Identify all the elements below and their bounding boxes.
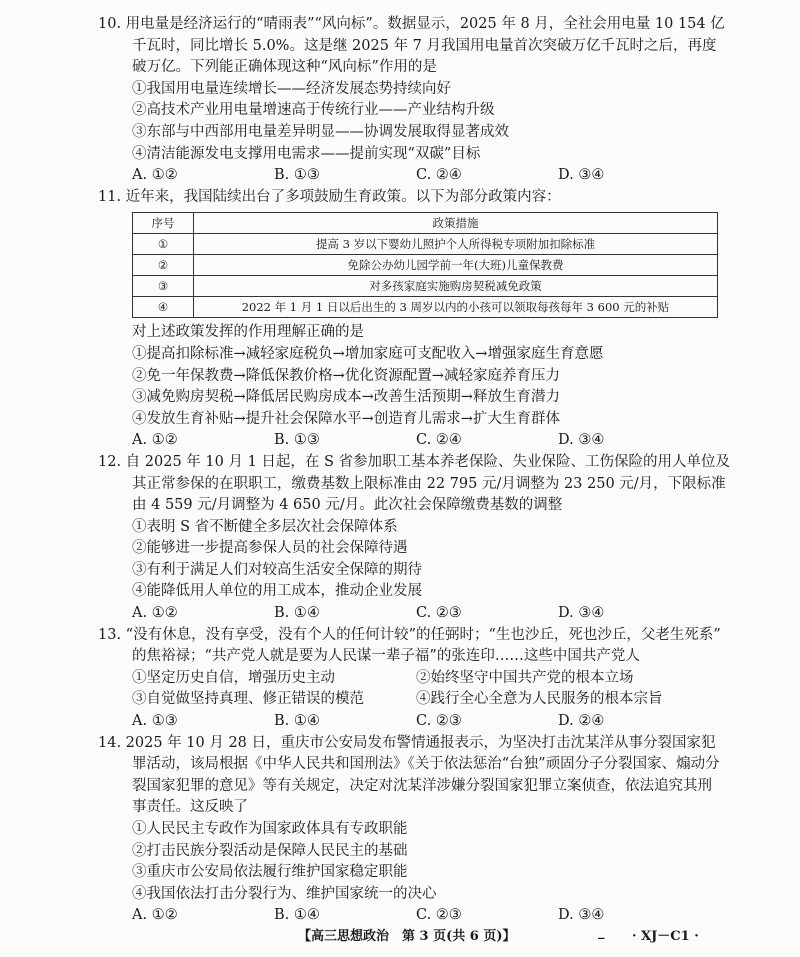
question-11-options (98, 430, 728, 452)
question-12-stem-line: 12. 自 2025 年 10 月 1 日起，在 S 省参加职工基本养老保险、失业保险、工伤保险的用人单位及 (98, 453, 731, 470)
option-a: A. ①③ (132, 713, 178, 730)
table-header-measures: 政策措施 (194, 213, 718, 234)
question-13-items-row (98, 689, 728, 711)
table-cell-number: ③ (133, 276, 194, 297)
option-a: A. ①② (132, 605, 178, 622)
question-11-prompt: 对上述政策发挥的作用理解正确的是 (132, 324, 364, 341)
footer-code: · XJ－C1 · (632, 929, 699, 944)
table-cell-number: ④ (133, 297, 194, 318)
question-14-item: ①人民民主专政作为国家政体具有专政职能 (132, 821, 408, 837)
option-c: C. ②③ (416, 713, 462, 730)
question-13-item: ①坚定历史自信，增强历史主动 (132, 669, 335, 686)
question-13-stem-line: 13. “没有休息，没有享受，没有个人的任何计较”的任弼时；“生也沙丘，死也沙丘，父老生死系” (98, 626, 721, 643)
option-b: B. ①③ (274, 432, 320, 449)
policy-table (132, 212, 718, 318)
question-14 (98, 733, 728, 927)
question-11-item: ③减免购房契税→降低居民购房成本→改善生活预期→释放生育潜力 (132, 389, 560, 406)
question-13-item: ④践行全心全意为人民服务的根本宗旨 (416, 691, 663, 708)
question-14-item: ③重庆市公安局依法履行维护国家稳定职能 (132, 864, 408, 881)
question-14-stem-line: 14. 2025 年 10 月 28 日，重庆市公安局发布警情通报表示，为坚决打击沈某洋从事分裂国家犯 (98, 734, 716, 751)
option-c: C. ②③ (416, 605, 462, 622)
option-c: C. ②④ (416, 167, 462, 184)
question-10-stem-line: 破万亿。下列能正确体现这种“风向标”作用的是 (132, 59, 437, 76)
table-row (133, 234, 718, 255)
option-d: D. ②④ (558, 713, 605, 730)
question-12-stem-line: 由 4 559 元/月调整为 4 650 元/月。此次社会保障缴费基数的调整 (132, 497, 563, 514)
question-10 (98, 14, 728, 187)
question-10-item: ④清洁能源发电支撑用电需求——提前实现“双碳”目标 (132, 145, 481, 162)
question-11-item: ①提高扣除标准→减轻家庭税负→增加家庭可支配收入→增强家庭生育意愿 (132, 345, 604, 362)
table-cell-measure: 2022 年 1 月 1 日以后出生的 3 周岁以内的小孩可以领取每孩每年 3 600 元的补贴 (194, 297, 718, 318)
question-11-stem: 11. 近年来，我国陆续出台了多项鼓励生育政策。以下为部分政策内容： (98, 188, 561, 205)
option-b: B. ①④ (274, 605, 320, 622)
question-13-item: ③自觉做坚持真理、修正错误的模范 (132, 691, 364, 708)
question-12-item: ③有利于满足人们对较高生活安全保障的期待 (132, 561, 422, 578)
question-13-stem-line: 的焦裕禄；“共产党人就是要为人民谋一辈子福”的张连印……这些中国共产党人 (132, 648, 640, 665)
option-a: A. ①② (132, 167, 178, 184)
table-row (133, 297, 718, 318)
question-10-stem-line: 10. 用电量是经济运行的“晴雨表”“风向标”。数据显示，2025 年 8 月，全社会用电量 10 154 亿 (98, 16, 725, 32)
policy-table-header (133, 213, 718, 234)
table-cell-measure: 对多孩家庭实施购房契税减免政策 (194, 276, 718, 297)
table-cell-number: ① (133, 234, 194, 255)
question-12-item: ④能降低用人单位的用工成本，推动企业发展 (132, 583, 422, 600)
option-d: D. ③④ (558, 167, 605, 184)
question-10-item: ①我国用电量连续增长——经济发展态势持续向好 (132, 80, 451, 97)
question-14-options (98, 905, 728, 927)
question-11-item: ②免一年保教费→降低保教价格→优化资源配置→减轻家庭养育压力 (132, 367, 560, 384)
option-a: A. ①② (132, 907, 178, 924)
option-c: C. ②③ (416, 907, 462, 924)
question-10-item: ③东部与中西部用电量差异明显——协调发展取得显著成效 (132, 123, 509, 140)
question-10-item: ②高技术产业用电量增速高于传统行业——产业结构升级 (132, 102, 495, 119)
question-14-stem-line: 事责任。这反映了 (132, 799, 248, 816)
table-cell-measure: 提高 3 岁以下婴幼儿照护个人所得税专项附加扣除标准 (194, 234, 718, 255)
question-14-item: ④我国依法打击分裂行为、维护国家统一的决心 (132, 885, 437, 902)
question-13-items-row (98, 668, 728, 690)
table-cell-measure: 免除公办幼儿园学前一年(大班)儿童保教费 (194, 255, 718, 276)
option-d: D. ③④ (558, 907, 605, 924)
table-header-number: 序号 (133, 213, 194, 234)
question-13-item: ②始终坚守中国共产党的根本立场 (416, 669, 634, 686)
footer-page-info: 【高三思想政治 第 3 页(共 6 页)】 (298, 929, 516, 944)
table-row (133, 276, 718, 297)
question-12-item: ①表明 S 省不断健全多层次社会保障体系 (132, 518, 398, 535)
option-d: D. ③④ (558, 432, 605, 449)
question-11-item: ④发放生育补贴→提升社会保障水平→创造育儿需求→扩大生育群体 (132, 410, 560, 427)
question-12-item: ②能够进一步提高参保人员的社会保障待遇 (132, 540, 408, 557)
table-row (133, 255, 718, 276)
option-b: B. ①③ (274, 167, 320, 184)
question-10-options (98, 165, 728, 187)
option-d: D. ③④ (558, 605, 605, 622)
question-13-options (98, 711, 728, 733)
question-10-stem-line: 千瓦时，同比增长 5.0%。这是继 2025 年 7 月我国用电量首次突破万亿千瓦时之后，再度 (132, 37, 717, 54)
option-a: A. ①② (132, 432, 178, 449)
option-b: B. ①④ (274, 713, 320, 730)
question-14-stem-line: 罪活动，该局根据《中华人民共和国刑法》《关于依法惩治“台独”顽固分子分裂国家、煽动分 (132, 756, 720, 773)
option-c: C. ②④ (416, 432, 462, 449)
question-14-stem-line: 裂国家犯罪的意见》等有关规定，决定对沈某洋涉嫌分裂国家犯罪立案侦查，依法追究其刑 (132, 777, 712, 794)
exam-content (98, 14, 731, 927)
question-13 (98, 625, 728, 733)
question-12-options (98, 603, 728, 625)
option-b: B. ①④ (274, 907, 320, 924)
question-11 (98, 187, 728, 452)
question-12 (98, 452, 731, 625)
question-14-item: ②打击民族分裂活动是保障人民民主的基础 (132, 842, 408, 859)
footer-dash: _ (598, 925, 605, 940)
table-cell-number: ② (133, 255, 194, 276)
question-12-stem-line: 其正常参保的在职职工，缴费基数上限标准由 22 795 元/月调整为 23 250 元/月，下限标准 (132, 475, 726, 492)
